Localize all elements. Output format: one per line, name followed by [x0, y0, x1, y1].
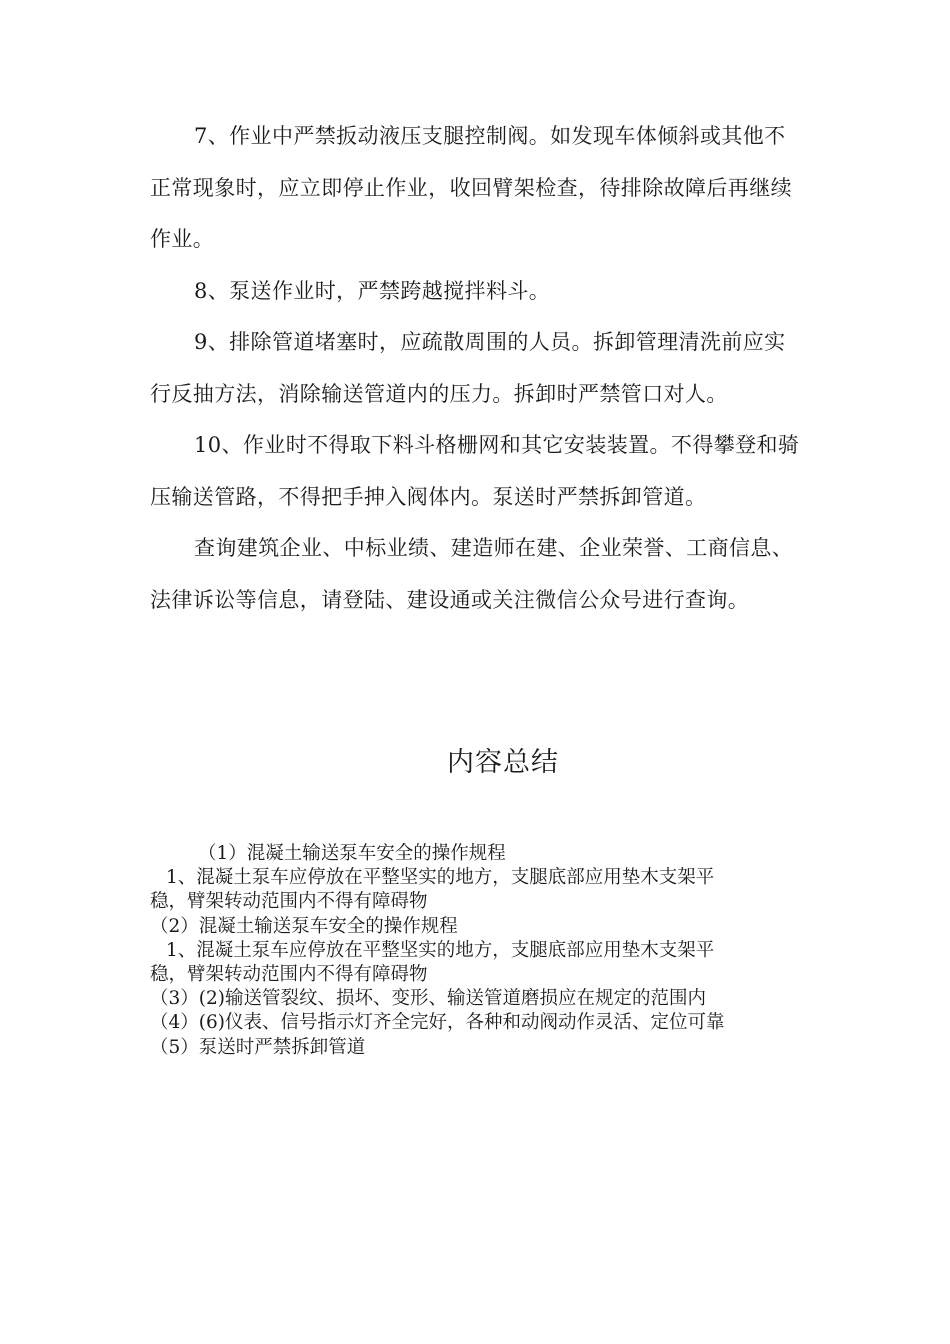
summary-line: （5）泵送时严禁拆卸管道 — [150, 1036, 366, 1058]
summary-line: 1、混凝土泵车应停放在平整坚实的地方，支腿底部应用垫木支架平 — [166, 939, 715, 961]
paragraph-7: 7、作业中严禁扳动液压支腿控制阀。如发现车体倾斜或其他不正常现象时，应立即停止作业，收回臂架检查，待排除故障后再继续作业。 — [150, 124, 792, 251]
body-text — [150, 111, 805, 626]
summary-line: （2）混凝土输送泵车安全的操作规程 — [150, 915, 458, 937]
summary-line: 稳，臂架转动范围内不得有障碍物 — [150, 964, 428, 986]
summary-line: 稳，臂架转动范围内不得有障碍物 — [150, 891, 428, 913]
paragraph-10: 10、作业时不得取下料斗格栅网和其它安装装置。不得攀登和骑压输送管路，不得把手抻入阀体内。泵送时严禁拆卸管道。 — [150, 433, 800, 509]
paragraph-query-notice: 查询建筑企业、中标业绩、建造师在建、企业荣誉、工商信息、法律诉讼等信息，请登陆、建设通或关注微信公众号进行查询。 — [150, 536, 794, 612]
summary-line: （1）混凝土输送泵车安全的操作规程 — [198, 843, 506, 864]
summary-line: 1、混凝土泵车应停放在平整坚实的地方，支腿底部应用垫木支架平 — [166, 867, 715, 889]
summary-line: （3）(2)输送管裂纹、损坏、变形、输送管道磨损应在规定的范围内 — [150, 988, 706, 1010]
summary-title: 内容总结 — [447, 747, 559, 778]
summary-line: （4）(6)仪表、信号指示灯齐全完好，各种和动阀动作灵活、定位可靠 — [150, 1012, 725, 1034]
paragraph-8: 8、泵送作业时，严禁跨越搅拌料斗。 — [194, 278, 551, 303]
paragraph-9: 9、排除管道堵塞时，应疏散周围的人员。拆卸管理清洗前应实行反抽方法，消除输送管道内的压力。拆卸时严禁管口对人。 — [150, 330, 786, 406]
summary-block — [150, 842, 800, 1060]
